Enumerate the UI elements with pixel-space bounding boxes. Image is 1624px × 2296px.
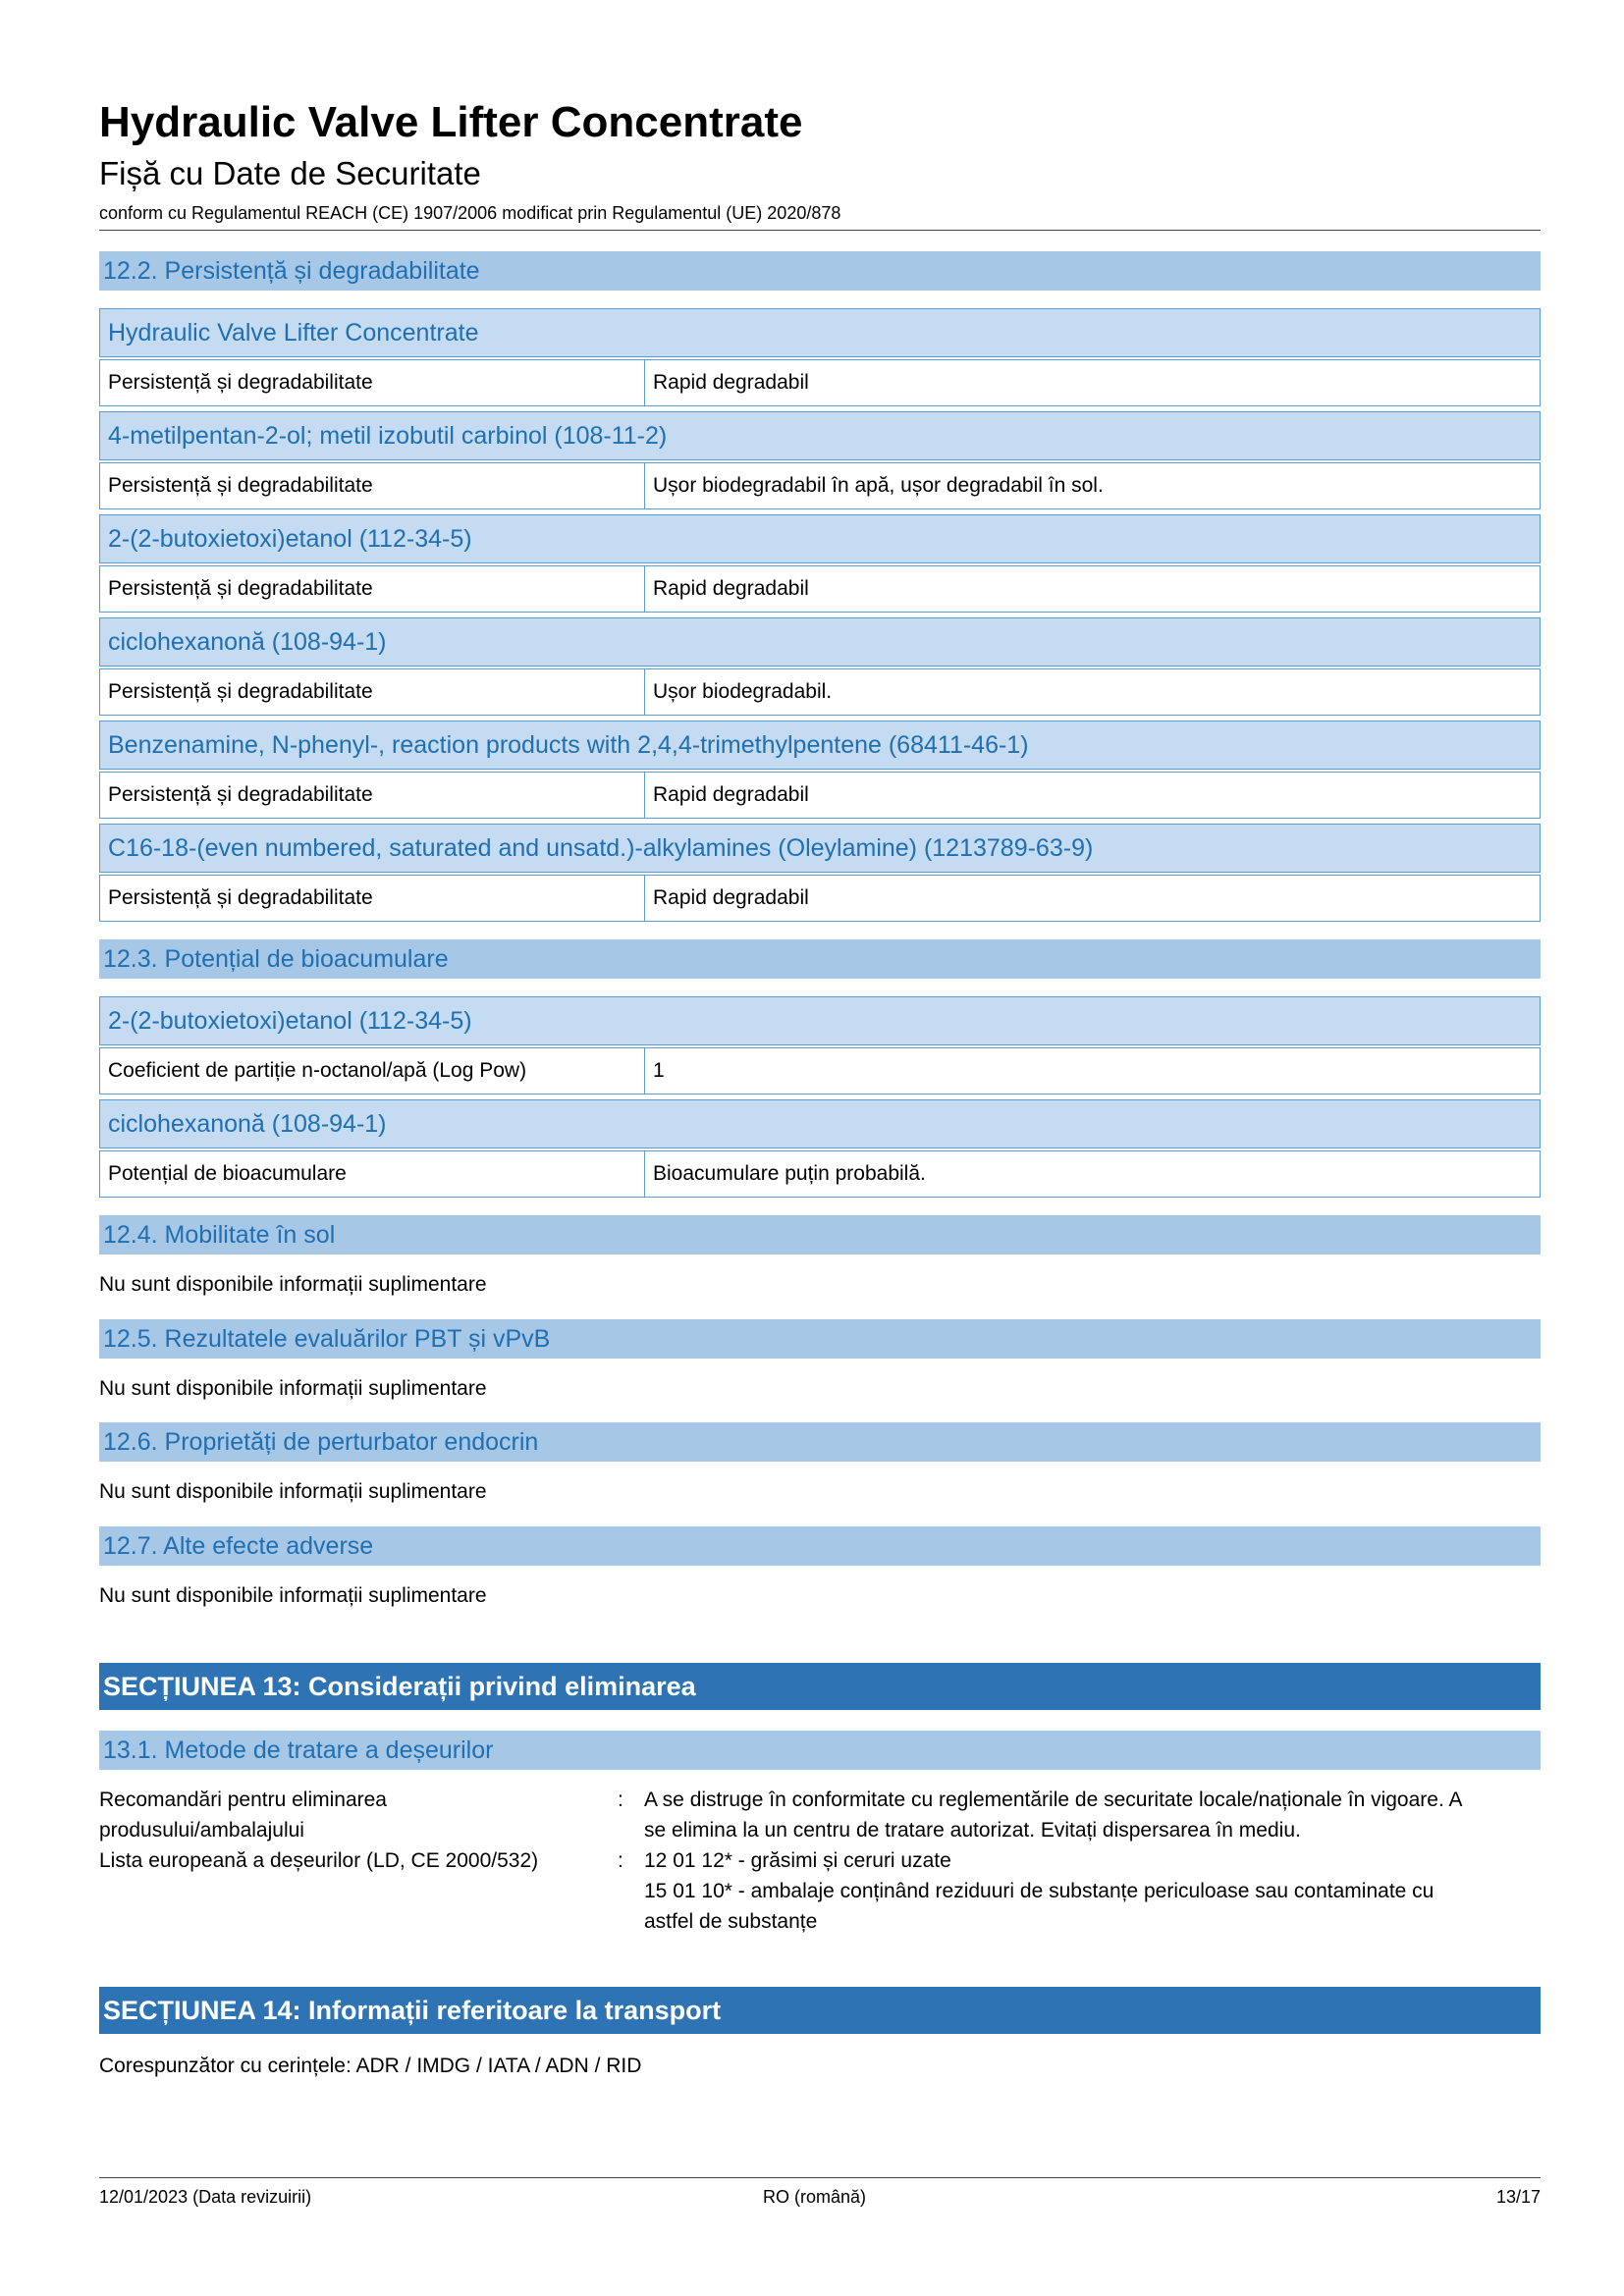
header-divider	[99, 230, 1541, 231]
table-row	[99, 565, 1541, 613]
table-row	[99, 462, 1541, 509]
table-row	[99, 772, 1541, 819]
section-14-heading: SECȚIUNEA 14: Informații referitoare la transport	[99, 1987, 1541, 2034]
detail-label: Recomandări pentru eliminarea	[99, 1789, 387, 1811]
substance-header: ciclohexanonă (108-94-1)	[99, 1099, 1541, 1148]
detail-row	[99, 1785, 1541, 1815]
property-label: Persistență și degradabilitate	[100, 773, 645, 818]
detail-label: produsului/ambalajului	[99, 1819, 304, 1842]
detail-separator: :	[618, 1849, 623, 1872]
property-label: Coeficient de partiție n-octanol/apă (Log Pow)	[100, 1048, 645, 1094]
property-value: 1	[653, 1059, 665, 1082]
property-label: Persistență și degradabilitate	[100, 566, 645, 612]
paragraph: Corespunzător cu cerințele: ADR / IMDG / IATA / ADN / RID	[99, 2055, 642, 2077]
detail-row	[99, 1906, 1541, 1937]
revision-date: 12/01/2023 (Data revizuirii)	[99, 2187, 312, 2207]
document-subtitle: Fișă cu Date de Securitate	[99, 155, 481, 191]
regulation-note: conform cu Regulamentul REACH (CE) 1907/2006 modificat prin Regulamentul (UE) 2020/878	[99, 203, 841, 223]
property-label: Persistență și degradabilitate	[100, 360, 645, 405]
property-value: Rapid degradabil	[653, 886, 809, 909]
property-value: Bioacumulare puțin probabilă.	[653, 1162, 926, 1185]
paragraph: Nu sunt disponibile informații suplimentare	[99, 1273, 487, 1296]
document-title: Hydraulic Valve Lifter Concentrate	[99, 98, 803, 146]
table-row	[99, 1150, 1541, 1198]
property-label: Potențial de bioacumulare	[100, 1151, 645, 1197]
property-value: Ușor biodegradabil în apă, ușor degradabil în sol.	[653, 474, 1104, 497]
property-value: Ușor biodegradabil.	[653, 680, 833, 703]
substance-header: 4-metilpentan-2-ol; metil izobutil carbinol (108-11-2)	[99, 411, 1541, 460]
detail-value: 15 01 10* - ambalaje conținând reziduuri de substanțe periculoase sau contaminate cu	[644, 1880, 1435, 1902]
property-value: Rapid degradabil	[653, 371, 809, 394]
heading-12-3: 12.3. Potențial de bioacumulare	[99, 939, 1541, 979]
detail-value: A se distruge în conformitate cu reglementările de securitate locale/naționale în vigoare. A	[644, 1789, 1463, 1811]
paragraph: Nu sunt disponibile informații suplimentare	[99, 1480, 487, 1503]
footer-divider	[99, 2177, 1541, 2178]
substance-header: Benzenamine, N-phenyl-, reaction products with 2,4,4-trimethylpentene (68411-46-1)	[99, 721, 1541, 770]
detail-value: astfel de substanțe	[644, 1910, 818, 1933]
table-row	[99, 875, 1541, 922]
detail-value: 12 01 12* - grăsimi și ceruri uzate	[644, 1849, 951, 1872]
heading-12-7: 12.7. Alte efecte adverse	[99, 1526, 1541, 1566]
substance-header: C16-18-(even numbered, saturated and unsatd.)-alkylamines (Oleylamine) (1213789-63-9)	[99, 824, 1541, 873]
paragraph: Nu sunt disponibile informații suplimentare	[99, 1377, 487, 1400]
table-row	[99, 668, 1541, 716]
heading-12-4: 12.4. Mobilitate în sol	[99, 1215, 1541, 1255]
page-number: 13/17	[1495, 2187, 1541, 2207]
bioaccumulation-table	[99, 996, 1541, 1202]
detail-label: Lista europeană a deșeurilor (LD, CE 2000/532)	[99, 1849, 539, 1872]
substance-header: Hydraulic Valve Lifter Concentrate	[99, 308, 1541, 357]
table-row	[99, 1047, 1541, 1095]
section-13-heading: SECȚIUNEA 13: Considerații privind eliminarea	[99, 1663, 1541, 1710]
property-value: Rapid degradabil	[653, 577, 809, 600]
heading-13-1: 13.1. Metode de tratare a deșeurilor	[99, 1731, 1541, 1770]
paragraph: Nu sunt disponibile informații suplimentare	[99, 1584, 487, 1607]
property-label: Persistență și degradabilitate	[100, 463, 645, 508]
detail-row	[99, 1876, 1541, 1906]
persistence-table	[99, 308, 1541, 927]
detail-value: se elimina la un centru de tratare autorizat. Evitați dispersarea în mediu.	[644, 1819, 1301, 1842]
property-label: Persistență și degradabilitate	[100, 669, 645, 715]
heading-12-2: 12.2. Persistență și degradabilitate	[99, 251, 1541, 291]
substance-header: 2-(2-butoxietoxi)etanol (112-34-5)	[99, 514, 1541, 563]
substance-header: 2-(2-butoxietoxi)etanol (112-34-5)	[99, 996, 1541, 1045]
table-row	[99, 359, 1541, 406]
document-language: RO (română)	[763, 2187, 867, 2207]
detail-row	[99, 1815, 1541, 1845]
detail-row	[99, 1845, 1541, 1876]
property-value: Rapid degradabil	[653, 783, 809, 806]
detail-separator: :	[618, 1789, 623, 1811]
substance-header: ciclohexanonă (108-94-1)	[99, 617, 1541, 667]
property-label: Persistență și degradabilitate	[100, 876, 645, 921]
waste-treatment-details	[99, 1785, 1541, 1937]
heading-12-6: 12.6. Proprietăți de perturbator endocrin	[99, 1422, 1541, 1462]
heading-12-5: 12.5. Rezultatele evaluărilor PBT și vPvB	[99, 1319, 1541, 1359]
